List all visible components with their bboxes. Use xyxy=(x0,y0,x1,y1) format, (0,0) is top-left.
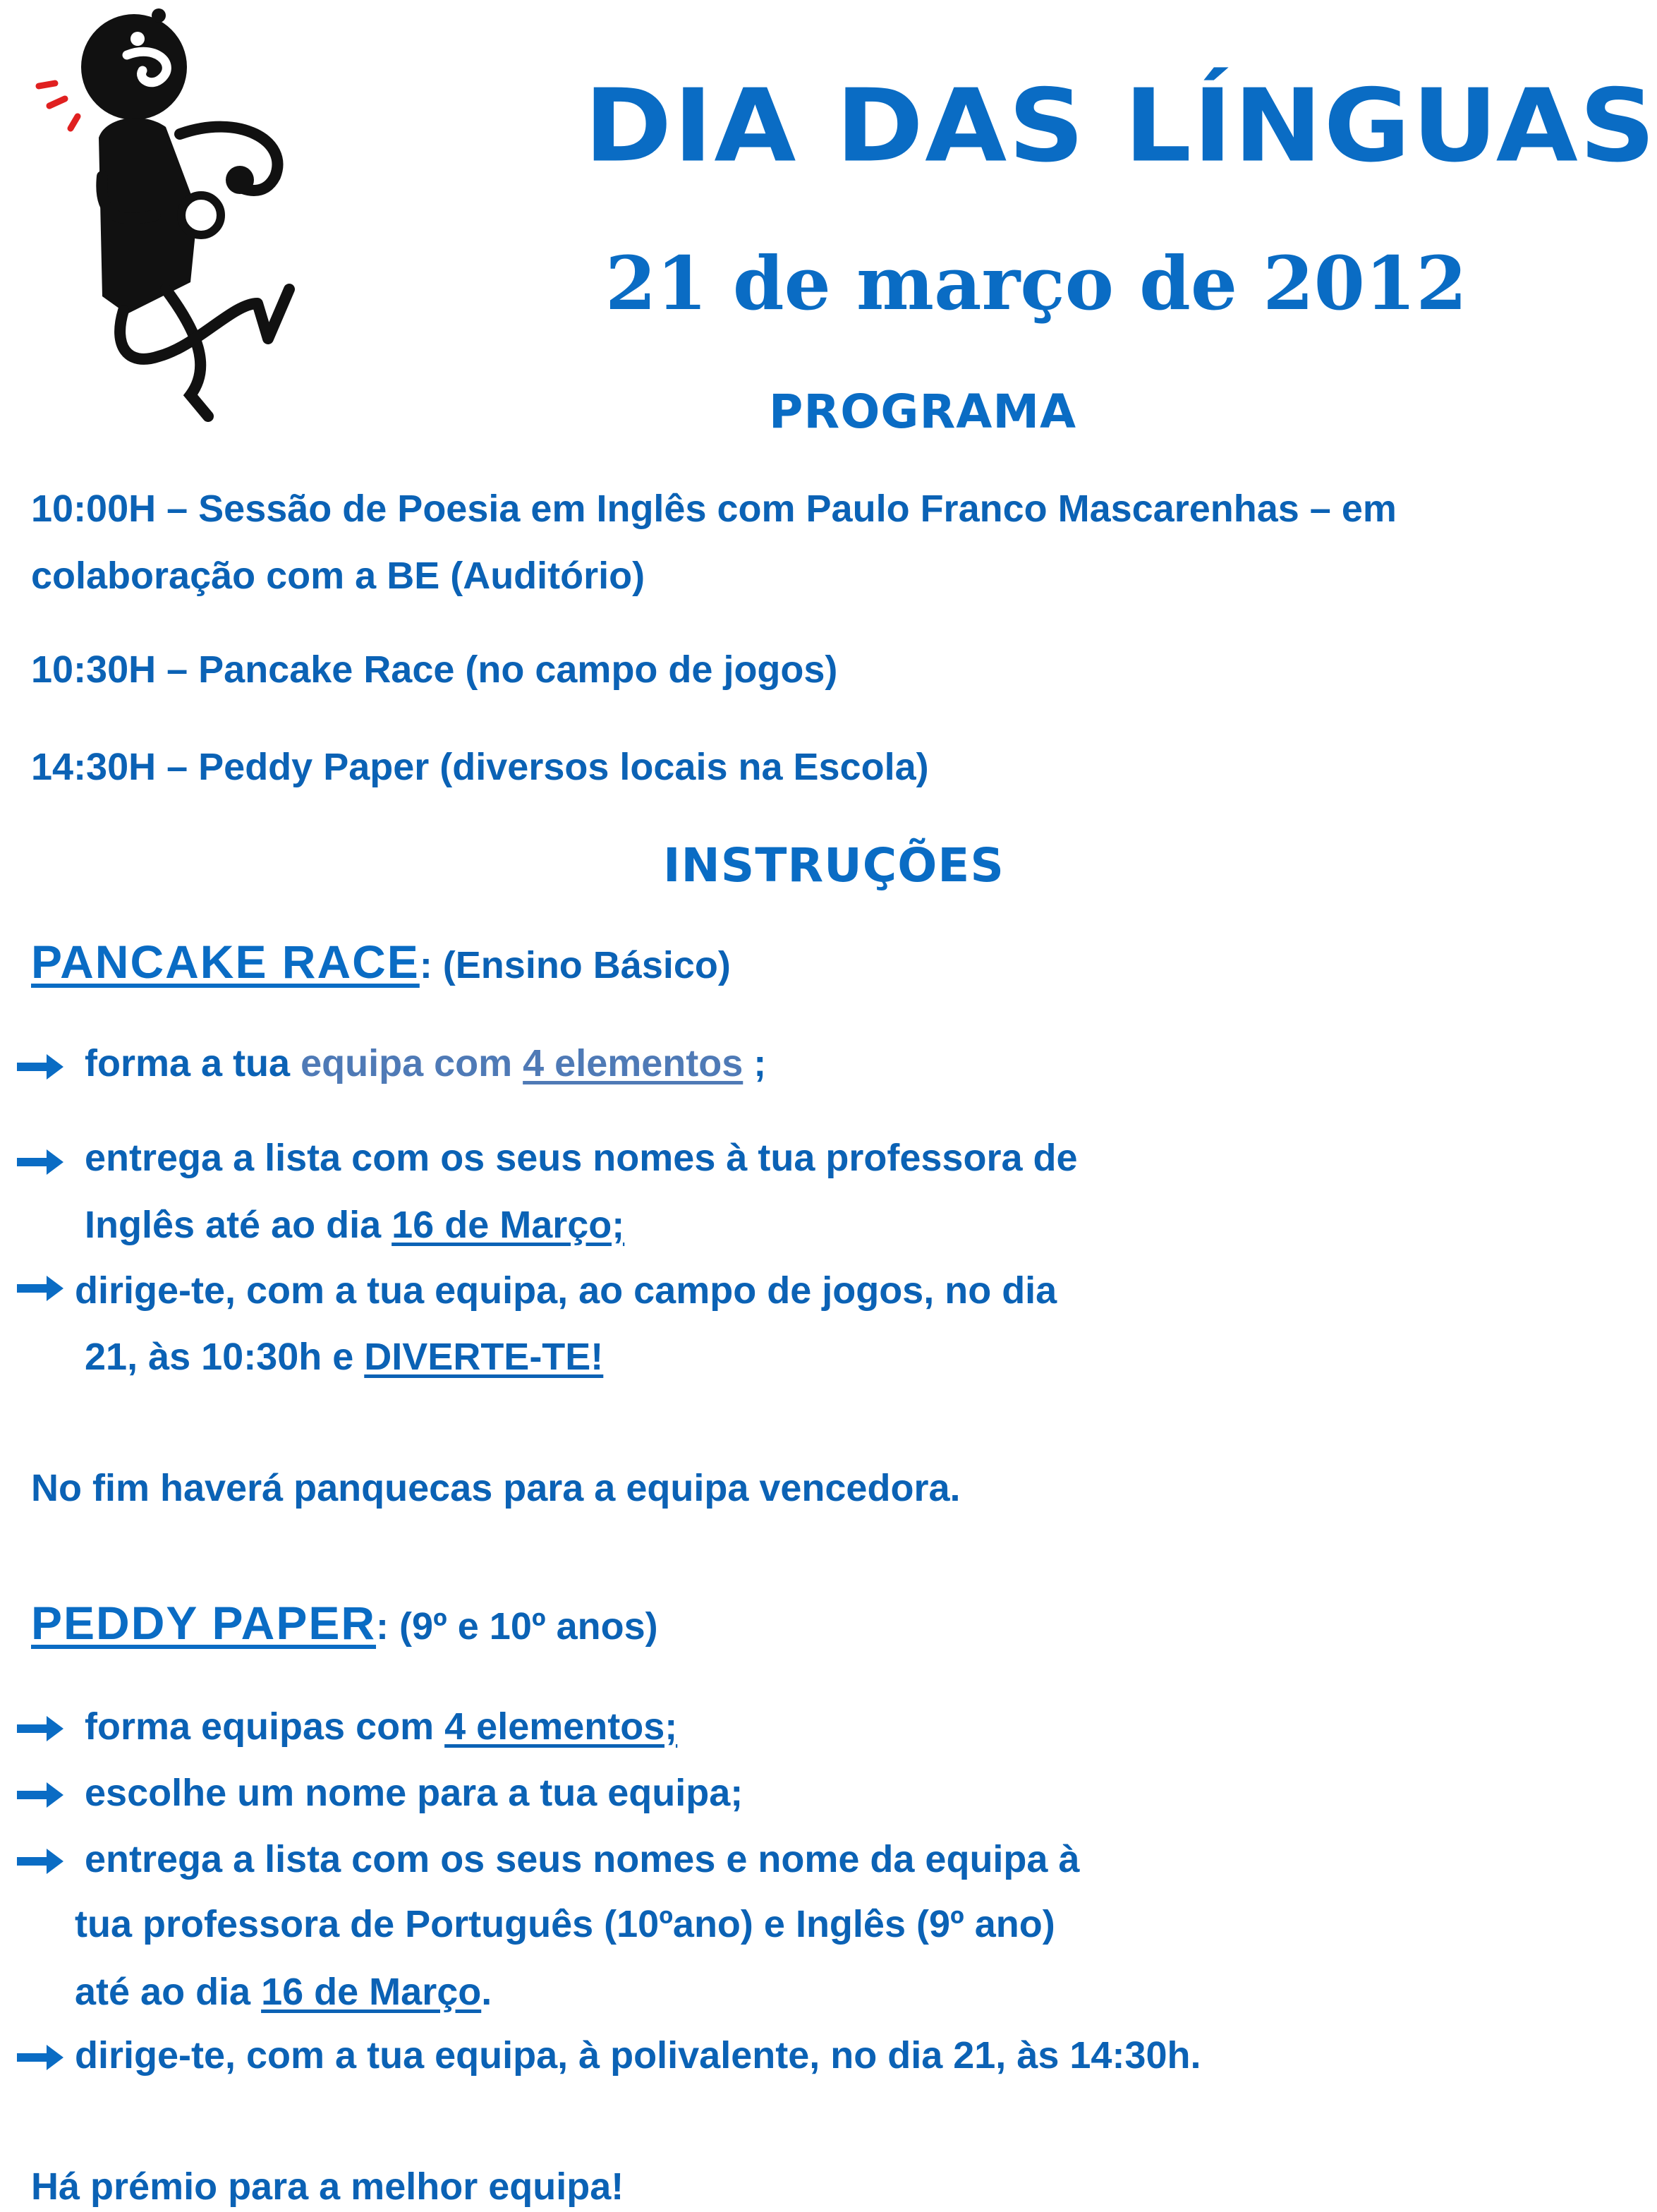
pancake-bullet-2-line1: entrega a lista com os seus nomes à tua professora de xyxy=(85,1137,1078,1179)
peddy-title: PEDDY PAPER xyxy=(31,1597,377,1649)
pancake-bullet-2-pre: Inglês até ao dia xyxy=(85,1204,392,1246)
peddy-bullet-1-pre: forma equipas com xyxy=(85,1705,445,1748)
pancake-bullet-1-underlined: 4 elementos xyxy=(523,1042,743,1084)
pancake-bullet-3-underlined: DIVERTE-TE! xyxy=(364,1336,604,1378)
peddy-bullet-3-line3 xyxy=(75,1970,492,2014)
arrow-right-icon xyxy=(16,1274,65,1303)
instrucoes-heading: INSTRUÇÕES xyxy=(663,838,1004,893)
pancake-bullet-1 xyxy=(85,1041,766,1085)
arrow-right-icon xyxy=(16,1148,65,1176)
arrow-right-icon xyxy=(16,1847,65,1875)
pancake-closing: No fim haverá panquecas para a equipa vencedora. xyxy=(31,1467,961,1509)
peddy-bullet-3-line1: entrega a lista com os seus nomes e nome da equipa à xyxy=(85,1838,1080,1880)
pancake-section-header xyxy=(31,935,731,989)
pancake-bullet-2-underlined: 16 de Março; xyxy=(392,1204,625,1246)
arrow-right-icon xyxy=(16,1781,65,1809)
pancake-bullet-1-mid: equipa com xyxy=(301,1042,523,1084)
peddy-bullet-1 xyxy=(85,1705,677,1748)
peddy-bullet-2: escolhe um nome para a tua equipa; xyxy=(85,1772,743,1814)
peddy-bullet-3-underlined: 16 de Março xyxy=(261,1971,482,2013)
pancake-bullet-2-line2 xyxy=(85,1203,624,1247)
peddy-bullet-1-underlined: 4 elementos; xyxy=(444,1705,678,1748)
pancake-bullet-3-line1: dirige-te, com a tua equipa, ao campo de jogos, no dia xyxy=(75,1269,1057,1312)
peddy-bullet-3-line2: tua professora de Português (10ºano) e Inglês (9º ano) xyxy=(75,1903,1055,1945)
programa-item-1-line1: 10:00H – Sessão de Poesia em Inglês com Paulo Franco Mascarenhas – em xyxy=(31,488,1397,530)
peddy-closing: Há prémio para a melhor equipa! xyxy=(31,2165,624,2208)
programa-item-3: 14:30H – Peddy Paper (diversos locais na Escola) xyxy=(31,746,929,788)
page-title: DIA DAS LÍNGUAS xyxy=(584,68,1657,185)
arrow-right-icon xyxy=(16,1053,65,1081)
peddy-bullet-4: dirige-te, com a tua equipa, à polivalente, no dia 21, às 14:30h. xyxy=(75,2034,1201,2077)
arrow-right-icon xyxy=(16,2043,65,2072)
pancake-title: PANCAKE RACE xyxy=(31,936,420,988)
pancake-subtitle: : (Ensino Básico) xyxy=(419,944,731,986)
peddy-subtitle: : (9º e 10º anos) xyxy=(376,1605,658,1648)
peddy-bullet-3-post: . xyxy=(481,1971,492,2013)
arrow-right-icon xyxy=(16,1715,65,1743)
programa-heading: PROGRAMA xyxy=(769,385,1077,439)
peddy-bullet-3-pre: até ao dia xyxy=(75,1971,262,2013)
pancake-bullet-1-post: ; xyxy=(743,1042,767,1084)
pancake-bullet-3-pre: 21, às 10:30h e xyxy=(85,1336,365,1378)
peddy-section-header xyxy=(31,1596,658,1650)
running-figure-icon xyxy=(21,0,402,423)
programa-item-2: 10:30H – Pancake Race (no campo de jogos) xyxy=(31,648,838,691)
programa-item-1-line2: colaboração com a BE (Auditório) xyxy=(31,555,645,597)
pancake-bullet-1-pre: forma a tua xyxy=(85,1042,301,1084)
pancake-bullet-3-line2 xyxy=(85,1335,603,1379)
event-date: 21 de março de 2012 xyxy=(605,240,1467,327)
